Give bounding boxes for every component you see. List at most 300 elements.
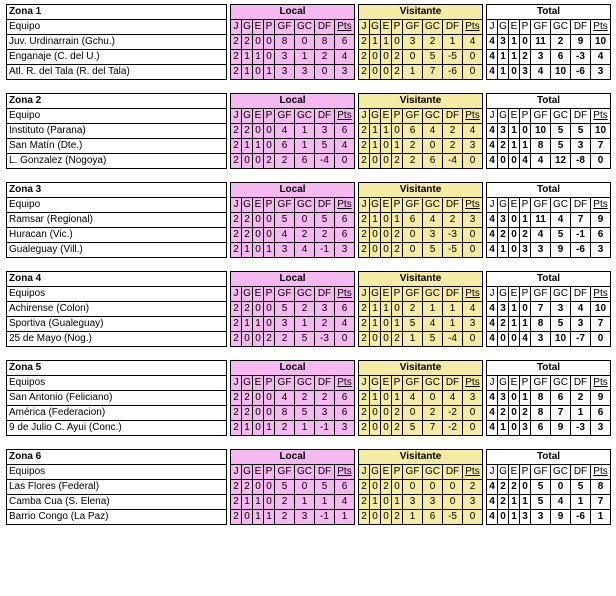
table-row [7, 421, 611, 436]
group-header-visitante: Visitante [359, 272, 483, 287]
visit-stat-gc: 2 [423, 406, 443, 421]
total-stat-gf: 5 [531, 495, 551, 510]
visit-stat-g: 1 [370, 139, 381, 154]
column-header-g: G [370, 376, 381, 391]
visit-stat-gf: 5 [403, 421, 423, 436]
visit-stat-pts: 3 [463, 213, 483, 228]
local-stat-g: 1 [242, 317, 253, 332]
column-header-p: P [264, 20, 275, 35]
column-header-pts: Pts [463, 109, 483, 124]
column-header-gc: GC [295, 109, 315, 124]
local-stat-p: 0 [264, 213, 275, 228]
total-stat-e: 0 [509, 213, 520, 228]
group-header-visitante: Visitante [359, 361, 483, 376]
column-header-j: J [487, 376, 498, 391]
team-column-label: Equipos [7, 287, 227, 302]
total-stat-pts: 9 [591, 213, 611, 228]
visit-stat-pts: 3 [463, 317, 483, 332]
column-header-g: G [498, 198, 509, 213]
team-name: Barrio Congo (La Paz) [7, 510, 227, 525]
visit-stat-gc: 0 [423, 139, 443, 154]
local-stat-pts: 0 [335, 332, 355, 347]
column-header-df: DF [315, 109, 335, 124]
visit-stat-j: 2 [359, 228, 370, 243]
local-stat-e: 0 [253, 124, 264, 139]
visit-stat-j: 2 [359, 510, 370, 525]
visit-stat-pts: 0 [463, 65, 483, 80]
visit-stat-e: 0 [381, 50, 392, 65]
local-stat-gc: 1 [295, 495, 315, 510]
group-header-visitante: Visitante [359, 5, 483, 20]
column-header-p: P [520, 198, 531, 213]
total-stat-g: 2 [498, 139, 509, 154]
visit-stat-g: 0 [370, 510, 381, 525]
column-header-gf: GF [275, 198, 295, 213]
total-stat-e: 0 [509, 228, 520, 243]
local-stat-gf: 3 [275, 50, 295, 65]
total-stat-j: 4 [487, 510, 498, 525]
local-stat-e: 0 [253, 65, 264, 80]
column-header-pts: Pts [335, 376, 355, 391]
visit-stat-gf: 0 [403, 50, 423, 65]
visit-stat-p: 1 [392, 391, 403, 406]
local-stat-gc: 4 [295, 243, 315, 258]
total-stat-pts: 3 [591, 421, 611, 436]
visit-stat-gf: 5 [403, 317, 423, 332]
column-header-p: P [392, 465, 403, 480]
total-stat-e: 1 [509, 495, 520, 510]
visit-stat-pts: 0 [463, 332, 483, 347]
group-header-total: Total [487, 94, 611, 109]
total-stat-g: 2 [498, 495, 509, 510]
total-stat-p: 0 [520, 302, 531, 317]
column-header-p: P [392, 287, 403, 302]
total-stat-j: 4 [487, 332, 498, 347]
column-header-e: E [253, 20, 264, 35]
visit-stat-j: 2 [359, 243, 370, 258]
local-stat-pts: 6 [335, 213, 355, 228]
column-header-e: E [509, 376, 520, 391]
local-stat-p: 2 [264, 332, 275, 347]
visit-stat-df: -5 [443, 510, 463, 525]
column-header-gc: GC [551, 198, 571, 213]
column-header-gf: GF [531, 20, 551, 35]
column-header-pts: Pts [591, 465, 611, 480]
total-stat-p: 2 [520, 406, 531, 421]
team-name: Huracan (Vic.) [7, 228, 227, 243]
total-stat-gc: 5 [551, 139, 571, 154]
visit-stat-j: 2 [359, 421, 370, 436]
local-stat-e: 0 [253, 391, 264, 406]
local-stat-e: 0 [253, 480, 264, 495]
total-stat-gc: 10 [551, 332, 571, 347]
local-stat-df: 5 [315, 480, 335, 495]
local-stat-gf: 2 [275, 495, 295, 510]
total-stat-gc: 2 [551, 35, 571, 50]
visit-stat-p: 2 [392, 421, 403, 436]
visit-stat-df: -2 [443, 421, 463, 436]
local-stat-p: 0 [264, 406, 275, 421]
group-header-total: Total [487, 183, 611, 198]
total-stat-pts: 7 [591, 139, 611, 154]
local-stat-pts: 3 [335, 421, 355, 436]
local-stat-df: 8 [315, 35, 335, 50]
local-stat-gf: 3 [275, 317, 295, 332]
visit-stat-j: 2 [359, 302, 370, 317]
visit-stat-df: 0 [443, 480, 463, 495]
total-stat-gf: 5 [531, 480, 551, 495]
table-row [7, 124, 611, 139]
local-stat-j: 2 [231, 317, 242, 332]
group-header-local: Local [231, 94, 355, 109]
total-stat-df: 3 [571, 317, 591, 332]
visit-stat-gf: 2 [403, 302, 423, 317]
column-header-gc: GC [423, 20, 443, 35]
total-stat-gc: 10 [551, 65, 571, 80]
total-stat-gc: 6 [551, 391, 571, 406]
local-stat-df: 2 [315, 228, 335, 243]
column-header-e: E [253, 465, 264, 480]
local-stat-df: 5 [315, 213, 335, 228]
total-stat-pts: 9 [591, 391, 611, 406]
column-header-j: J [231, 376, 242, 391]
local-stat-gf: 8 [275, 406, 295, 421]
visit-stat-df: -4 [443, 154, 463, 169]
team-name: 9 de Julio C. Ayui (Conc.) [7, 421, 227, 436]
visit-stat-gc: 4 [423, 317, 443, 332]
column-header-pts: Pts [463, 376, 483, 391]
zone-block [6, 4, 610, 80]
team-name: Gualeguay (Vill.) [7, 243, 227, 258]
total-stat-j: 4 [487, 391, 498, 406]
total-stat-gf: 8 [531, 139, 551, 154]
total-stat-g: 2 [498, 317, 509, 332]
visit-stat-g: 1 [370, 213, 381, 228]
zone-title: Zona 1 [7, 5, 227, 20]
local-stat-e: 0 [253, 243, 264, 258]
visit-stat-df: 1 [443, 302, 463, 317]
local-stat-df: -4 [315, 154, 335, 169]
visit-stat-g: 0 [370, 332, 381, 347]
local-stat-g: 2 [242, 302, 253, 317]
total-stat-gc: 12 [551, 154, 571, 169]
total-stat-pts: 3 [591, 65, 611, 80]
local-stat-j: 2 [231, 228, 242, 243]
group-header-local: Local [231, 450, 355, 465]
local-stat-g: 2 [242, 391, 253, 406]
visit-stat-g: 0 [370, 50, 381, 65]
visit-stat-e: 0 [381, 228, 392, 243]
column-header-gc: GC [551, 287, 571, 302]
local-stat-j: 2 [231, 510, 242, 525]
local-stat-gf: 2 [275, 332, 295, 347]
visit-stat-g: 1 [370, 495, 381, 510]
column-header-gf: GF [275, 20, 295, 35]
column-header-df: DF [443, 109, 463, 124]
local-stat-pts: 4 [335, 317, 355, 332]
total-stat-gf: 10 [531, 124, 551, 139]
total-stat-e: 0 [509, 406, 520, 421]
column-header-df: DF [571, 376, 591, 391]
column-header-j: J [487, 20, 498, 35]
visit-stat-gc: 6 [423, 154, 443, 169]
total-stat-j: 4 [487, 421, 498, 436]
table-row [7, 154, 611, 169]
total-stat-pts: 7 [591, 495, 611, 510]
local-stat-gc: 0 [295, 35, 315, 50]
group-header-local: Local [231, 361, 355, 376]
total-stat-gf: 4 [531, 154, 551, 169]
column-header-e: E [509, 198, 520, 213]
column-header-df: DF [571, 198, 591, 213]
total-stat-p: 2 [520, 50, 531, 65]
local-stat-j: 2 [231, 243, 242, 258]
visit-stat-gf: 1 [403, 332, 423, 347]
column-header-p: P [264, 198, 275, 213]
column-header-gc: GC [551, 465, 571, 480]
visit-stat-gc: 3 [423, 228, 443, 243]
column-header-e: E [381, 198, 392, 213]
local-stat-df: 5 [315, 139, 335, 154]
total-stat-p: 0 [520, 35, 531, 50]
column-header-j: J [359, 109, 370, 124]
visit-stat-gf: 6 [403, 213, 423, 228]
total-stat-p: 4 [520, 332, 531, 347]
visit-stat-gc: 3 [423, 495, 443, 510]
team-name: San Antonio (Feliciano) [7, 391, 227, 406]
visit-stat-pts: 0 [463, 154, 483, 169]
column-header-e: E [509, 465, 520, 480]
table-row [7, 228, 611, 243]
visit-stat-p: 0 [392, 480, 403, 495]
column-header-df: DF [443, 20, 463, 35]
total-stat-g: 1 [498, 243, 509, 258]
local-stat-e: 1 [253, 495, 264, 510]
column-header-e: E [381, 287, 392, 302]
local-stat-p: 0 [264, 317, 275, 332]
visit-stat-g: 1 [370, 317, 381, 332]
group-header-visitante: Visitante [359, 450, 483, 465]
visit-stat-gc: 0 [423, 391, 443, 406]
visit-stat-gf: 2 [403, 139, 423, 154]
visit-stat-gc: 5 [423, 50, 443, 65]
column-header-pts: Pts [335, 20, 355, 35]
total-stat-df: 7 [571, 213, 591, 228]
local-stat-gf: 4 [275, 391, 295, 406]
team-name: Camba Cua (S. Elena) [7, 495, 227, 510]
visit-stat-gf: 0 [403, 228, 423, 243]
total-stat-e: 0 [509, 243, 520, 258]
zone-table [6, 4, 611, 80]
column-header-gf: GF [531, 109, 551, 124]
total-stat-pts: 0 [591, 154, 611, 169]
local-stat-pts: 6 [335, 302, 355, 317]
visit-stat-df: 4 [443, 391, 463, 406]
total-stat-j: 4 [487, 228, 498, 243]
table-row [7, 406, 611, 421]
local-stat-j: 2 [231, 65, 242, 80]
total-stat-pts: 7 [591, 317, 611, 332]
local-stat-gf: 2 [275, 510, 295, 525]
column-header-e: E [509, 287, 520, 302]
visit-stat-gc: 5 [423, 243, 443, 258]
visit-stat-j: 2 [359, 406, 370, 421]
column-header-e: E [381, 465, 392, 480]
total-stat-g: 1 [498, 421, 509, 436]
total-stat-p: 0 [520, 124, 531, 139]
group-header-total: Total [487, 5, 611, 20]
visit-stat-pts: 0 [463, 228, 483, 243]
visit-stat-df: 2 [443, 213, 463, 228]
local-stat-gf: 5 [275, 302, 295, 317]
column-header-g: G [242, 109, 253, 124]
column-header-g: G [498, 109, 509, 124]
local-stat-gf: 3 [275, 65, 295, 80]
visit-stat-j: 2 [359, 317, 370, 332]
local-stat-gf: 6 [275, 139, 295, 154]
column-header-j: J [359, 465, 370, 480]
local-stat-df: 3 [315, 124, 335, 139]
local-stat-e: 0 [253, 154, 264, 169]
column-header-g: G [498, 20, 509, 35]
column-header-j: J [359, 376, 370, 391]
team-name: Las Flores (Federal) [7, 480, 227, 495]
total-stat-g: 3 [498, 35, 509, 50]
visit-stat-p: 2 [392, 510, 403, 525]
visit-stat-gc: 5 [423, 332, 443, 347]
local-stat-e: 1 [253, 50, 264, 65]
visit-stat-e: 0 [381, 421, 392, 436]
total-stat-e: 2 [509, 480, 520, 495]
total-stat-df: 4 [571, 302, 591, 317]
total-stat-e: 0 [509, 391, 520, 406]
local-stat-e: 0 [253, 332, 264, 347]
column-header-pts: Pts [463, 465, 483, 480]
local-stat-e: 0 [253, 35, 264, 50]
table-row [7, 391, 611, 406]
visit-stat-p: 2 [392, 243, 403, 258]
zone-table [6, 182, 611, 258]
local-stat-e: 0 [253, 213, 264, 228]
table-row [7, 317, 611, 332]
total-stat-df: 5 [571, 480, 591, 495]
column-header-p: P [264, 287, 275, 302]
local-stat-e: 0 [253, 302, 264, 317]
visit-stat-p: 0 [392, 124, 403, 139]
column-header-df: DF [443, 198, 463, 213]
local-stat-e: 0 [253, 421, 264, 436]
group-header-visitante: Visitante [359, 94, 483, 109]
team-name: Juv. Urdinarrain (Gchu.) [7, 35, 227, 50]
total-stat-pts: 6 [591, 406, 611, 421]
column-header-gf: GF [275, 465, 295, 480]
local-stat-gf: 4 [275, 124, 295, 139]
column-header-pts: Pts [335, 465, 355, 480]
total-stat-gc: 7 [551, 406, 571, 421]
total-stat-gf: 11 [531, 35, 551, 50]
local-stat-e: 1 [253, 510, 264, 525]
column-header-e: E [381, 20, 392, 35]
visit-stat-df: 1 [443, 317, 463, 332]
total-stat-j: 4 [487, 50, 498, 65]
group-header-total: Total [487, 272, 611, 287]
column-header-j: J [231, 287, 242, 302]
total-stat-j: 4 [487, 139, 498, 154]
local-stat-gc: 6 [295, 154, 315, 169]
local-stat-p: 1 [264, 421, 275, 436]
column-header-pts: Pts [335, 198, 355, 213]
local-stat-g: 1 [242, 421, 253, 436]
visit-stat-e: 0 [381, 65, 392, 80]
local-stat-pts: 6 [335, 406, 355, 421]
local-stat-gc: 2 [295, 302, 315, 317]
team-name: L. Gonzalez (Nogoya) [7, 154, 227, 169]
column-header-j: J [487, 287, 498, 302]
total-stat-pts: 8 [591, 480, 611, 495]
local-stat-gc: 0 [295, 213, 315, 228]
local-stat-j: 2 [231, 302, 242, 317]
total-stat-gf: 3 [531, 243, 551, 258]
local-stat-df: 1 [315, 495, 335, 510]
visit-stat-p: 2 [392, 154, 403, 169]
local-stat-j: 2 [231, 139, 242, 154]
local-stat-df: 2 [315, 317, 335, 332]
visit-stat-pts: 0 [463, 510, 483, 525]
total-stat-j: 4 [487, 480, 498, 495]
visit-stat-gf: 3 [403, 35, 423, 50]
total-stat-gf: 8 [531, 317, 551, 332]
column-header-gc: GC [295, 287, 315, 302]
local-stat-df: 2 [315, 50, 335, 65]
total-stat-g: 1 [498, 65, 509, 80]
local-stat-g: 0 [242, 154, 253, 169]
visit-stat-j: 2 [359, 495, 370, 510]
column-header-pts: Pts [591, 20, 611, 35]
column-header-g: G [370, 198, 381, 213]
total-stat-p: 1 [520, 213, 531, 228]
total-stat-p: 2 [520, 228, 531, 243]
visit-stat-e: 0 [381, 332, 392, 347]
total-stat-df: 1 [571, 495, 591, 510]
column-header-p: P [392, 109, 403, 124]
total-stat-p: 3 [520, 510, 531, 525]
team-column-label: Equipo [7, 20, 227, 35]
group-header-visitante: Visitante [359, 183, 483, 198]
visit-stat-e: 0 [381, 139, 392, 154]
column-header-gc: GC [295, 376, 315, 391]
total-stat-e: 1 [509, 124, 520, 139]
visit-stat-pts: 0 [463, 50, 483, 65]
total-stat-df: -1 [571, 228, 591, 243]
visit-stat-df: 0 [443, 495, 463, 510]
local-stat-gf: 2 [275, 154, 295, 169]
visit-stat-e: 1 [381, 35, 392, 50]
column-header-p: P [392, 198, 403, 213]
local-stat-e: 1 [253, 317, 264, 332]
total-stat-g: 2 [498, 228, 509, 243]
total-stat-g: 1 [498, 50, 509, 65]
visit-stat-e: 0 [381, 406, 392, 421]
column-header-pts: Pts [463, 198, 483, 213]
local-stat-gf: 2 [275, 421, 295, 436]
column-header-df: DF [315, 20, 335, 35]
zone-table [6, 360, 611, 436]
total-stat-e: 1 [509, 35, 520, 50]
column-header-gc: GC [295, 20, 315, 35]
column-header-j: J [231, 465, 242, 480]
visit-stat-pts: 3 [463, 495, 483, 510]
local-stat-j: 2 [231, 50, 242, 65]
